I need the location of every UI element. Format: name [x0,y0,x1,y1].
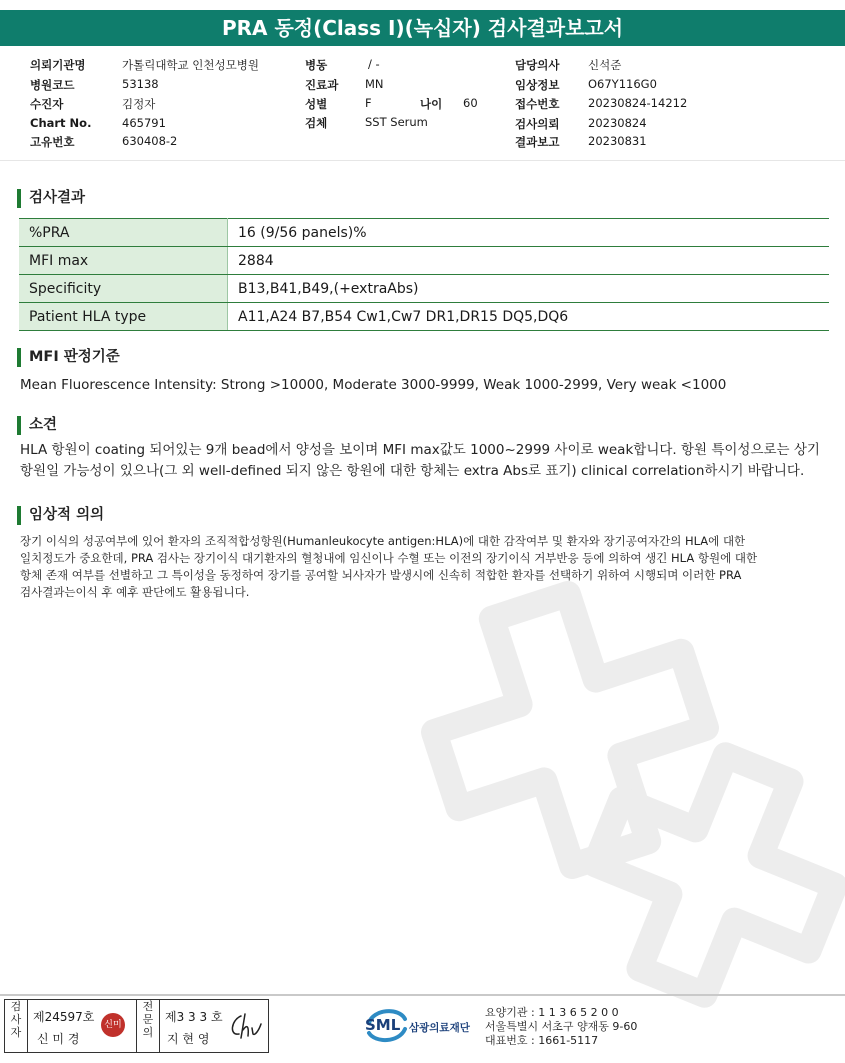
sml-logo-text: SML [365,1016,401,1034]
examiner-stamp: 신미 [101,1013,125,1037]
patient-info-block [0,55,845,155]
specificity-value: B13,B41,B49,(+extraAbs) [228,275,830,303]
hla-type-label: Patient HLA type [19,303,228,331]
report-title: PRA 동정(Class I)(녹십자) 검사결과보고서 [0,10,845,46]
report-date-value: 20230831 [588,134,647,148]
opinion-line-2: 항원일 가능성이 있으나(그 외 well-defined 되지 않은 항원에 대한 항체는 extra Abs로 표기) clinical correlation하시기 바랍니다. [20,463,805,479]
clinical-line-4: 검사결과는이식 후 예후 판단에도 활용됩니다. [20,585,250,599]
age-label: 나이 [420,97,443,111]
request-date-value: 20230824 [588,116,647,130]
department-label: 진료과 [305,78,339,92]
org-id: 요양기관 : 1 1 3 6 5 2 0 0 [485,1006,619,1019]
pra-label: %PRA [19,219,228,247]
clinical-info-label: 임상정보 [515,78,560,92]
examiner-license: 제24597호 [33,1010,95,1024]
opinion-title: 소견 [17,416,57,435]
signature-box [4,999,269,1053]
info-divider [0,160,845,161]
sml-org-name: 삼광의료재단 [409,1022,470,1034]
hla-type-value: A11,A24 B7,B54 Cw1,Cw7 DR1,DR15 DQ5,DQ6 [228,303,830,331]
receipt-no-value: 20230824-14212 [588,96,688,110]
table-row [19,247,829,275]
unique-id-label: 고유번호 [30,135,75,149]
hospital-code-value: 53138 [122,77,159,91]
reviewer-license: 제3 3 3 호 [165,1010,223,1024]
chart-no-label: Chart No. [30,116,92,130]
reviewer-vertical-label: 전 문 의 [136,1000,160,1052]
reviewer-name: 지 현 영 [167,1032,210,1046]
clinical-significance-text [20,533,820,601]
patient-name-label: 수진자 [30,97,64,111]
org-address: 서울특별시 서초구 양재동 9-60 [485,1020,638,1033]
opinion-text [20,440,830,482]
doctor-label: 담당의사 [515,58,560,72]
report-date-label: 결과보고 [515,135,560,149]
clinical-significance-title: 임상적 의의 [17,506,104,525]
table-row [19,275,829,303]
examiner-vertical-label: 검 사 자 [5,1000,28,1052]
clinical-line-3: 항체 존재 여부를 선별하고 그 특이성을 동정하여 장기를 공여할 뇌사자가 발생시에 신속히 적합한 환자를 선택하기 위하여 시행되며 이러한 PRA [20,568,742,582]
org-info [485,1006,637,1048]
clinical-line-2: 일치정도가 중요한데, PRA 검사는 장기이식 대기환자의 혈청내에 임신이나 수혈 또는 이전의 장기이식 거부반응 등에 의하여 생긴 HLA 항원에 대한 [20,551,758,565]
department-value: MN [365,77,384,91]
mfi-max-value: 2884 [228,247,830,275]
doctor-value: 신석준 [588,58,622,72]
watermark-cross-logo [380,560,845,1010]
clinical-info-value: O67Y116G0 [588,77,657,91]
institution-value: 가톨릭대학교 인천성모병원 [122,58,259,72]
clinical-line-1: 장기 이식의 성공여부에 있어 환자의 조직적합성항원(Humanleukocyte antigen:HLA)에 대한 감작여부 및 환자와 장기공여자간의 HLA에 대한 [20,534,746,548]
mfi-max-label: MFI max [19,247,228,275]
specimen-label: 검체 [305,116,328,130]
sml-logo [365,1003,480,1047]
examiner-name: 신 미 경 [37,1032,80,1046]
specificity-label: Specificity [19,275,228,303]
org-phone: 대표번호 : 1661-5117 [485,1034,599,1047]
pra-value: 16 (9/56 panels)% [228,219,830,247]
reviewer-signature [227,1010,263,1042]
institution-label: 의뢰기관명 [30,58,86,72]
hospital-code-label: 병원코드 [30,78,75,92]
table-row [19,303,829,331]
mfi-criteria-title: MFI 판정기준 [17,348,120,367]
footer-divider [0,994,845,996]
results-table [19,218,829,331]
receipt-no-label: 접수번호 [515,97,560,111]
patient-name-value: 김정자 [122,97,156,111]
unique-id-value: 630408-2 [122,134,178,148]
results-section-title: 검사결과 [17,189,85,208]
ward-value: / - [368,57,380,71]
age-value: 60 [463,96,478,110]
specimen-value: SST Serum [365,115,428,129]
ward-label: 병동 [305,58,328,72]
request-date-label: 검사의뢰 [515,117,560,131]
mfi-criteria-text: Mean Fluorescence Intensity: Strong >10000, Moderate 3000-9999, Weak 1000-2999, Very weak <1000 [20,377,727,393]
chart-no-value: 465791 [122,116,166,130]
table-row [19,219,829,247]
sex-value: F [365,96,372,110]
opinion-line-1: HLA 항원이 coating 되어있는 9개 bead에서 양성을 보이며 MFI max값도 1000~2999 사이로 weak합니다. 항원 특이성으로는 상기 [20,442,820,458]
sex-label: 성별 [305,97,328,111]
